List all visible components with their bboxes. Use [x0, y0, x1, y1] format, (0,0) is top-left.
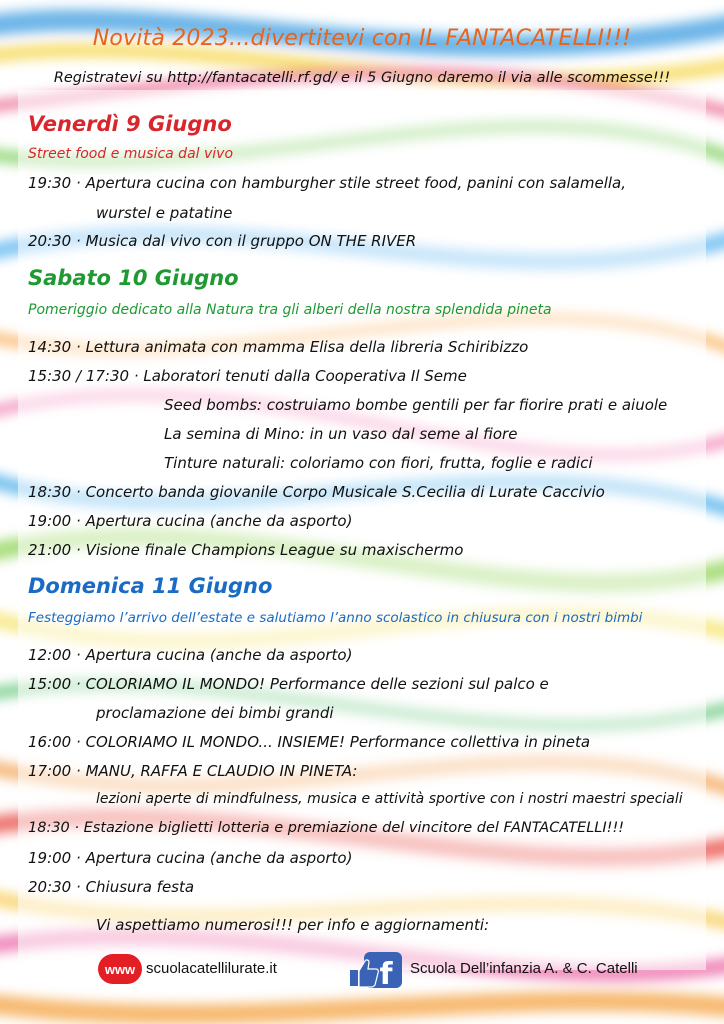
- event-row: [28, 733, 590, 751]
- event-row: [28, 338, 528, 356]
- event-continuation: wurstel e patatine: [96, 204, 233, 222]
- event-time: 18:30: [28, 820, 70, 836]
- registration-note: Registratevi su http://fantacatelli.rf.gd/ e il 5 Giugno daremo il via alle scommesse!!!: [53, 70, 671, 86]
- day-heading-sunday: Domenica 11 Giugno: [28, 574, 273, 598]
- workshop-item: Seed bombs: costruiamo bombe gentili per far fiorire prati e aiuole: [164, 396, 668, 414]
- event-row: [28, 878, 194, 896]
- event-row: [28, 541, 463, 559]
- event-time: 17:00: [28, 762, 72, 780]
- event-text: Lettura animata con mamma Elisa della libreria Schiribizzo: [85, 338, 529, 356]
- event-text: Apertura cucina (anche da asporto): [85, 512, 353, 530]
- facebook-letter: f: [379, 957, 393, 990]
- event-row: [28, 512, 352, 530]
- event-time: 15:00: [28, 675, 72, 693]
- event-row: [28, 849, 352, 867]
- event-text: Apertura cucina (anche da asporto): [85, 849, 353, 867]
- event-text: Visione finale Champions League su maxischermo: [85, 541, 464, 559]
- event-time: 19:00: [28, 849, 72, 867]
- closing-message: Vi aspettiamo numerosi!!! per info e aggiornamenti:: [96, 916, 490, 934]
- bullet: ·: [76, 232, 86, 250]
- bullet: ·: [133, 367, 144, 385]
- event-time: 19:30: [28, 174, 72, 192]
- bullet: ·: [74, 820, 84, 836]
- day-tagline-friday: Street food e musica dal vivo: [28, 146, 234, 162]
- event-time: 15:30 / 17:30: [28, 367, 130, 385]
- bullet: ·: [76, 762, 86, 780]
- event-time: 12:00: [28, 646, 72, 664]
- event-continuation: proclamazione dei bimbi grandi: [96, 704, 334, 722]
- event-text: Estazione biglietti lotteria e premiazione del vincitore del FANTACATELLI!!!: [83, 820, 625, 836]
- event-time: 20:30: [28, 232, 72, 250]
- event-time: 19:00: [28, 512, 72, 530]
- day-tagline-sunday: Festeggiamo l’arrivo dell’estate e salutiamo l’anno scolastico in chiusura con i nostri bimbi: [28, 610, 643, 626]
- page-title: Novità 2023...divertitevi con IL FANTACATELLI!!!: [92, 26, 632, 51]
- bullet: ·: [76, 646, 86, 664]
- event-text: COLORIAMO IL MONDO... INSIEME! Performance collettiva in pineta: [85, 733, 591, 751]
- event-text: MANU, RAFFA E CLAUDIO IN PINETA:: [85, 762, 358, 780]
- event-row: [28, 483, 605, 501]
- event-time: 21:00: [28, 541, 72, 559]
- www-icon: www: [98, 954, 142, 984]
- workshop-item: La semina di Mino: in un vaso dal seme al fiore: [164, 425, 518, 443]
- day-heading-friday: Venerdì 9 Giugno: [28, 112, 232, 136]
- event-row: [28, 174, 626, 192]
- bullet: ·: [76, 541, 86, 559]
- facebook-page-name[interactable]: Scuola Dell’infanzia A. & C. Catelli: [410, 960, 638, 977]
- workshop-item: Tinture naturali: coloriamo con fiori, frutta, foglie e radici: [164, 454, 593, 472]
- day-tagline-saturday: Pomeriggio dedicato alla Natura tra gli alberi della nostra splendida pineta: [28, 302, 552, 318]
- bullet: ·: [76, 878, 86, 896]
- event-row: [28, 232, 416, 250]
- event-text: Concerto banda giovanile Corpo Musicale S.Cecilia di Lurate Caccivio: [85, 483, 605, 501]
- bullet: ·: [76, 512, 86, 530]
- bullet: ·: [76, 174, 86, 192]
- event-time: 18:30: [28, 483, 72, 501]
- facebook-thumbs-up-icon[interactable]: [348, 950, 404, 990]
- bullet: ·: [76, 675, 86, 693]
- event-text: Musica dal vivo con il gruppo ON THE RIVER: [85, 232, 417, 250]
- event-row: [28, 675, 549, 693]
- event-row: [28, 820, 624, 836]
- bullet: ·: [76, 483, 86, 501]
- bullet: ·: [76, 338, 86, 356]
- event-continuation: lezioni aperte di mindfulness, musica e attività sportive con i nostri maestri speciali: [96, 791, 683, 807]
- website-link[interactable]: scuolacatellilurate.it: [146, 960, 277, 977]
- event-text: Chiusura festa: [85, 878, 195, 896]
- event-row: [28, 646, 352, 664]
- event-row: [28, 367, 467, 385]
- event-text: COLORIAMO IL MONDO! Performance delle sezioni sul palco e: [85, 675, 549, 693]
- event-text: Apertura cucina (anche da asporto): [85, 646, 353, 664]
- day-heading-saturday: Sabato 10 Giugno: [28, 266, 239, 290]
- bullet: ·: [76, 849, 86, 867]
- event-time: 14:30: [28, 338, 72, 356]
- bullet: ·: [76, 733, 86, 751]
- event-time: 16:00: [28, 733, 72, 751]
- contact-footer: [0, 948, 724, 992]
- event-text: Laboratori tenuti dalla Cooperativa Il Seme: [143, 367, 467, 385]
- event-row: [28, 762, 357, 780]
- event-time: 20:30: [28, 878, 72, 896]
- event-text: Apertura cucina con hamburgher stile street food, panini con salamella,: [85, 174, 627, 192]
